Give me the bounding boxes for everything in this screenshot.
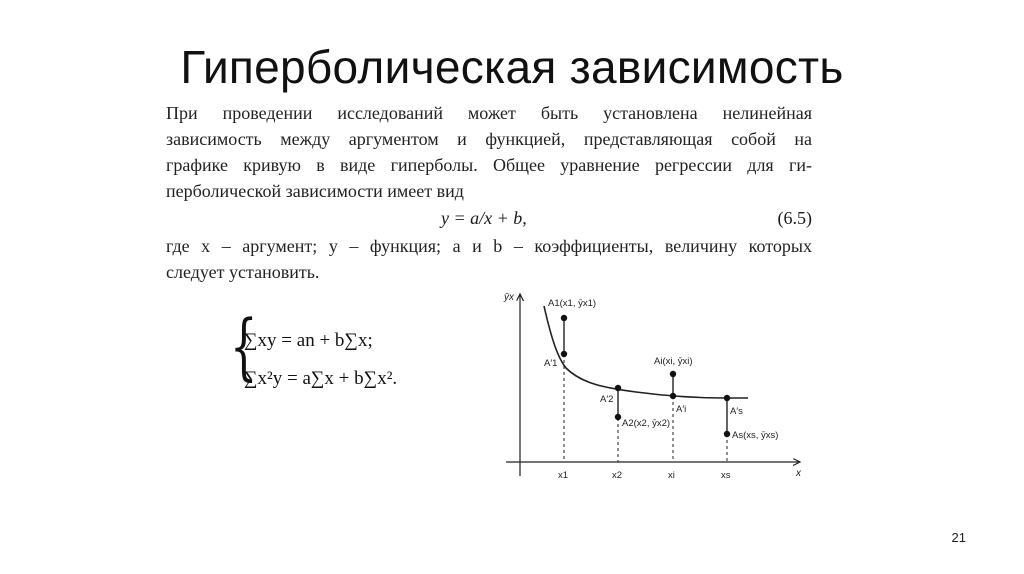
definition-paragraph [166, 233, 812, 285]
fitted-point-ai [670, 393, 676, 399]
fitted-point-a2 [615, 385, 621, 391]
hyperbola-graph [496, 286, 816, 486]
observed-point-a1 [561, 315, 567, 321]
curly-brace: { [230, 304, 258, 388]
equation-row-2: ∑x²y = a∑x + b∑x². [244, 368, 398, 389]
hyperbola-curve [544, 306, 748, 398]
regression-equation-row [166, 205, 812, 231]
paragraph-line: где x – аргумент; y – функция; a и b – коэффициенты, величину которых [166, 236, 812, 256]
paragraph-line: перболической зависимости имеет вид [166, 181, 464, 201]
observed-label-a2: A2(x2, ȳx2) [622, 418, 671, 429]
intro-paragraph [166, 100, 812, 204]
paragraph-line: При проведении исследований может быть установлена нелинейная [166, 103, 812, 123]
x-axis-label: x [796, 468, 801, 479]
fitted-label-a1: A′1 [544, 358, 558, 369]
paragraph-line: графике кривую в виде гиперболы. Общее уравнение регрессии для ги- [166, 155, 812, 175]
x-tick-xs: xs [721, 470, 731, 481]
paragraph-line: следует установить. [166, 262, 320, 282]
observed-point-ai [670, 371, 676, 377]
x-tick-x1: x1 [558, 470, 569, 481]
fitted-label-as: A′s [730, 406, 743, 417]
normal-equations-system [230, 304, 470, 400]
fitted-point-as [724, 395, 730, 401]
x-tick-xi: xi [668, 470, 675, 481]
observed-point-a2 [615, 414, 621, 420]
regression-formula: y = a/x + b, [441, 208, 527, 228]
slide-title: Гиперболическая зависимость [180, 41, 844, 93]
observed-point-as [724, 431, 730, 437]
page-number: 21 [951, 530, 966, 545]
fitted-label-ai: A′i [676, 404, 687, 415]
observed-label-as: As(xs, ȳxs) [732, 430, 779, 441]
observed-label-a1: A1(x1, ȳx1) [548, 298, 597, 309]
equation-row-1: ∑xy = an + b∑x; [244, 330, 373, 351]
observed-label-ai: Ai(xi, ȳxi) [654, 356, 693, 367]
fitted-label-a2: A′2 [600, 394, 614, 405]
x-tick-x2: x2 [612, 470, 623, 481]
fitted-point-a1 [561, 351, 567, 357]
y-axis-label: ȳx [504, 292, 514, 303]
paragraph-line: зависимость между аргументом и функцией, представляющая собой на [166, 129, 812, 149]
equation-number: (6.5) [777, 208, 812, 228]
